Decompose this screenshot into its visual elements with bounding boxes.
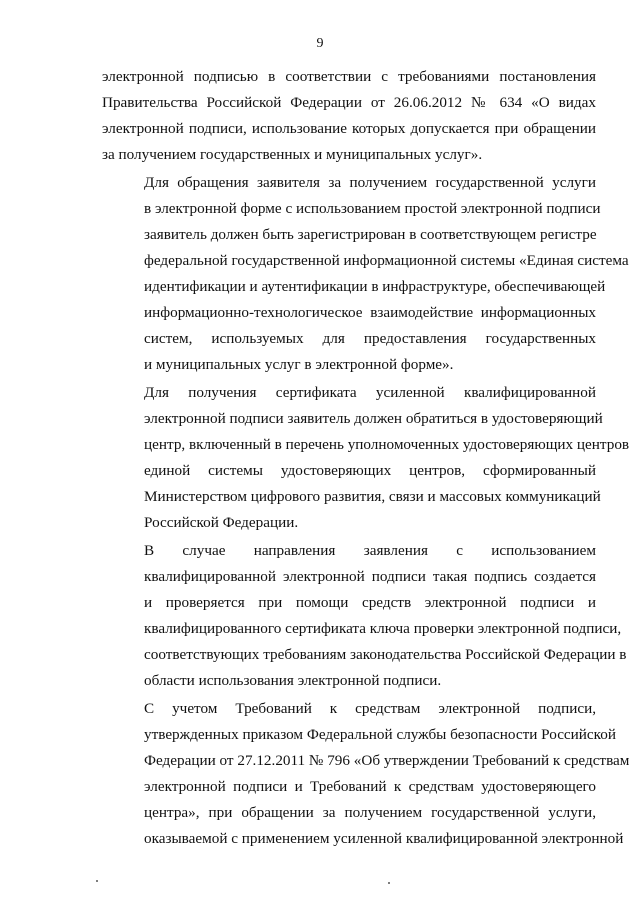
text-line: Правительства Российской Федерации от 26.06.2012 № 634 «О видах — [102, 94, 596, 111]
paragraph — [102, 380, 630, 536]
paragraph — [102, 170, 629, 378]
text-line: и проверяется при помощи средств электронной подписи и — [144, 594, 596, 611]
text-line: информационно-технологическое взаимодействие информационных — [144, 304, 596, 321]
text-line: электронной подписи заявитель должен обратиться в удостоверяющий — [144, 410, 603, 427]
text-line: за получением государственных и муниципальных услуг». — [102, 146, 483, 163]
text-line: Для получения сертификата усиленной квалифицированной — [144, 384, 596, 401]
text-line: центра», при обращении за получением государственной услуги, — [144, 804, 596, 821]
text-line: идентификации и аутентификации в инфраструктуре, обеспечивающей — [144, 278, 606, 295]
text-line: Министерством цифрового развития, связи и массовых коммуникаций — [144, 488, 601, 505]
text-line: квалифицированной электронной подписи такая подпись создается — [144, 568, 596, 585]
body-text — [102, 64, 630, 852]
text-line: В случае направления заявления с использованием — [144, 542, 596, 559]
scan-speck — [96, 880, 98, 882]
paragraph — [102, 64, 596, 168]
text-line: заявитель должен быть зарегистрирован в соответствующем регистре — [144, 226, 597, 243]
paragraph — [102, 538, 627, 694]
text-line: в электронной форме с использованием простой электронной подписи — [144, 200, 601, 217]
text-line: федеральной государственной информационной системы «Единая система — [144, 252, 629, 269]
paragraph — [102, 696, 630, 852]
text-line: электронной подписью в соответствии с требованиями постановления — [102, 68, 596, 85]
scan-speck — [388, 882, 390, 884]
page-number: 9 — [316, 36, 324, 51]
text-line: утвержденных приказом Федеральной службы безопасности Российской — [144, 726, 616, 743]
text-line: центр, включенный в перечень уполномоченных удостоверяющих центров — [144, 436, 630, 453]
text-line: Российской Федерации. — [144, 514, 299, 531]
text-line: и муниципальных услуг в электронной форме». — [144, 356, 454, 373]
text-line: области использования электронной подписи. — [144, 672, 442, 689]
text-line: квалифицированного сертификата ключа проверки электронной подписи, — [144, 620, 622, 637]
text-line: электронной подписи и Требований к средствам удостоверяющего — [144, 778, 596, 795]
text-line: единой системы удостоверяющих центров, сформированный — [144, 462, 596, 479]
text-line: соответствующих требованиям законодательства Российской Федерации в — [144, 646, 627, 663]
text-line: систем, используемых для предоставления государственных — [144, 330, 596, 347]
text-line: С учетом Требований к средствам электронной подписи, — [144, 700, 596, 717]
text-line: Для обращения заявителя за получением государственной услуги — [144, 174, 596, 191]
text-line: электронной подписи, использование которых допускается при обращении — [102, 120, 596, 137]
text-line: Федерации от 27.12.2011 № 796 «Об утверждении Требований к средствам — [144, 752, 630, 769]
text-line: оказываемой с применением усиленной квалифицированной электронной — [144, 830, 624, 847]
